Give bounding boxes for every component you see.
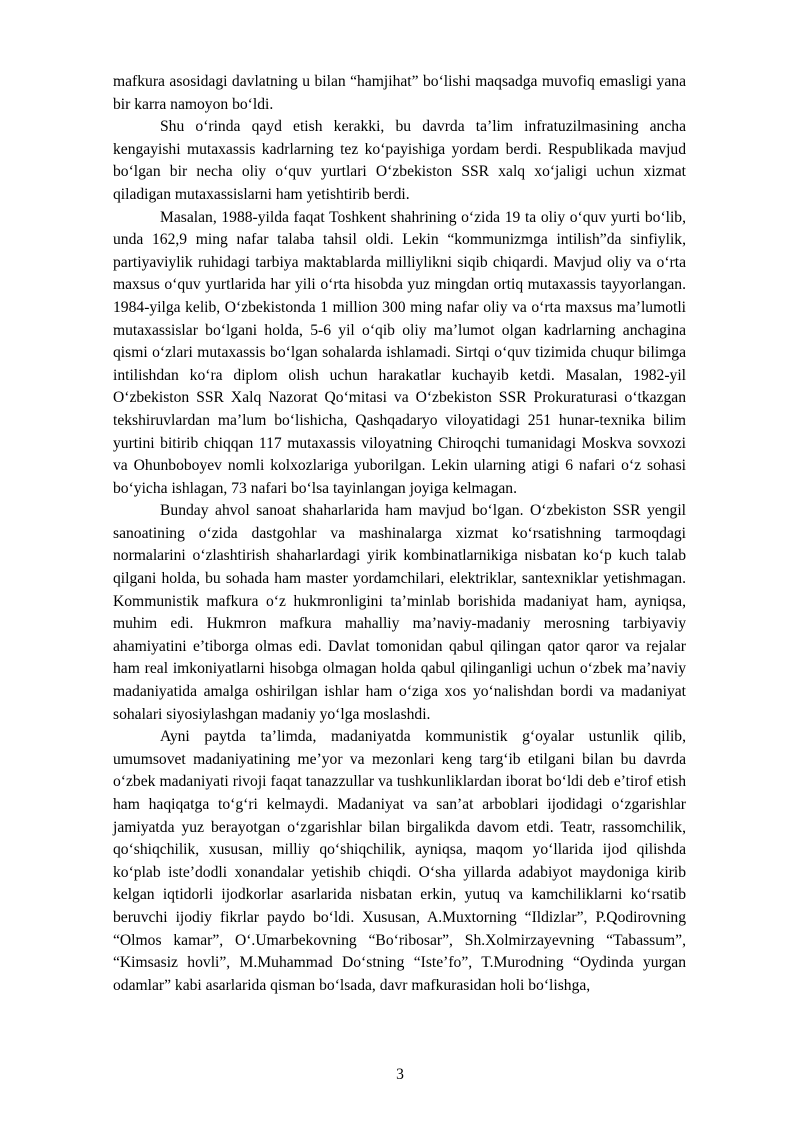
document-body — [113, 71, 686, 997]
paragraph-education-infrastructure: Shu o‘rinda qayd etish kerakki, bu davrda ta’lim infratuzilmasining ancha kengayishi mutaxassis kadrlarning tez ko‘payishiga yordam berdi. Respublikada mavjud bo‘lgan bir necha oliy o‘quv yurtlari O‘zbekiston SSR xalq xo‘jaligi uchun xizmat qiladigan mutaxassislarni ham yetishtirib berdi. — [113, 118, 686, 203]
page-number: 3 — [396, 1066, 404, 1083]
paragraph-culture-art: Ayni paytda ta’limda, madaniyatda kommunistik g‘oyalar ustunlik qilib, umumsovet madaniyatining me’yor va mezonlari keng targ‘ib etilgani bilan bu davrda o‘zbek madaniyati rivoji faqat tanazzullar va tushkunliklardan iborat bo‘ldi deb e’tirof etish ham haqiqatga to‘g‘ri kelmaydi. Madaniyat va san’at arboblari ijodidagi o‘zgarishlar jamiyatda yuz berayotgan o‘zgarishlar bilan birgalikda davom etdi. Teatr, rassomchilik, qo‘shiqchilik, xususan, milliy qo‘shiqchilik, ayniqsa, maqom yo‘llarida ijod qilishda ko‘plab iste’dodli xonandalar yetishib chiqdi. O‘sha yillarda adabiyot maydoniga kirib kelgan iqtidorli ijodkorlar asarlarida nisbatan erkin, yutuq va kamchiliklarni ko‘rsatib beruvchi ijodiy fikrlar paydo bo‘ldi. Xususan, A.Muxtorning “Ildizlar”, P.Qodirovning “Olmos kamar”, O‘.Umarbekovning “Bo‘ribosar”, Sh.Xolmirzayevning “Tabassum”, “Kimsasiz hovli”, M.Muhammad Do‘stning “Iste’fo”, T.Murodning “Oydinda yurgan odamlar” kabi asarlarida qisman bo‘lsada, davr mafkurasidan holi bo‘lishga, — [113, 728, 686, 994]
paragraph-continuation: mafkura asosidagi davlatning u bilan “hamjihat” bo‘lishi maqsadga muvofiq emasligi yana bir karra namoyon bo‘ldi. — [113, 73, 686, 113]
paragraph-tashkent-1988: Masalan, 1988-yilda faqat Toshkent shahrining o‘zida 19 ta oliy o‘quv yurti bo‘lib, unda 162,9 ming nafar talaba tahsil oldi. Lekin “kommunizmga intilish”da sinfiylik, partiyaviylik ruhidagi tarbiya maktablarda milliylikni siqib chiqardi. Mavjud oliy va o‘rta maxsus o‘quv yurtlarida har yili o‘rta hisobda yuz mingdan ortiq mutaxassis tayyorlangan. 1984-yilga kelib, O‘zbekistonda 1 million 300 ming nafar oliy va o‘rta maxsus ma’lumotli mutaxassislar bo‘lgani holda, 5-6 yil o‘qib oliy ma’lumot olgan kadrlarning anchagina qismi o‘zlari mutaxassis bo‘lgan sohalarda ishlamadi. Sirtqi o‘quv tizimida chuqur bilimga intilishdan ko‘ra diplom olish uchun harakatlar kuchayib ketdi. Masalan, 1982-yil O‘zbekiston SSR Xalq Nazorat Qo‘mitasi va O‘zbekiston SSR Prokuraturasi o‘tkazgan tekshiruvlardan ma’lum bo‘lishicha, Qashqadaryo viloyatidagi 251 hunar-texnika bilim yurtini bitirib chiqqan 117 mutaxassis viloyatning Chiroqchi tumanidagi Moskva sovxozi va Ohunboboyev nomli kolxozlariga yuborilgan. Lekin ularning atigi 6 nafari o‘z sohasi bo‘yicha ishlagan, 73 nafari bo‘lsa tayinlangan joyiga kelmagan. — [113, 208, 686, 497]
paragraph-industrial-cities: Bunday ahvol sanoat shaharlarida ham mavjud bo‘lgan. O‘zbekiston SSR yengil sanoatining o‘zida dastgohlar va mashinalarga xizmat ko‘rsatishning tarmoqdagi normalarini o‘zlashtirish shaharlardagi yirik kombinatlarnikiga nisbatan ko‘p kuch talab qilgani holda, bu sohada ham master yordamchilari, elektriklar, santexniklar yetishmagan. Kommunistik mafkura o‘z hukmronligini ta’minlab borishida madaniyat ham, ayniqsa, muhim edi. Hukmron mafkura mahalliy ma’naviy-madaniy merosning tarbiyaviy ahamiyatini e’tiborga olmas edi. Davlat tomonidan qabul qilingan qator qaror va rejalar ham real imkoniyatlarni hisobga olmagan holda qabul qilinganligi uchun o‘zbek ma’naviy madaniyatida amalga oshirilgan ishlar ham o‘ziga xos yo‘nalishdan bordi va madaniyat sohalari siyosiylashgan madaniy yo‘lga moslashdi. — [113, 502, 686, 723]
